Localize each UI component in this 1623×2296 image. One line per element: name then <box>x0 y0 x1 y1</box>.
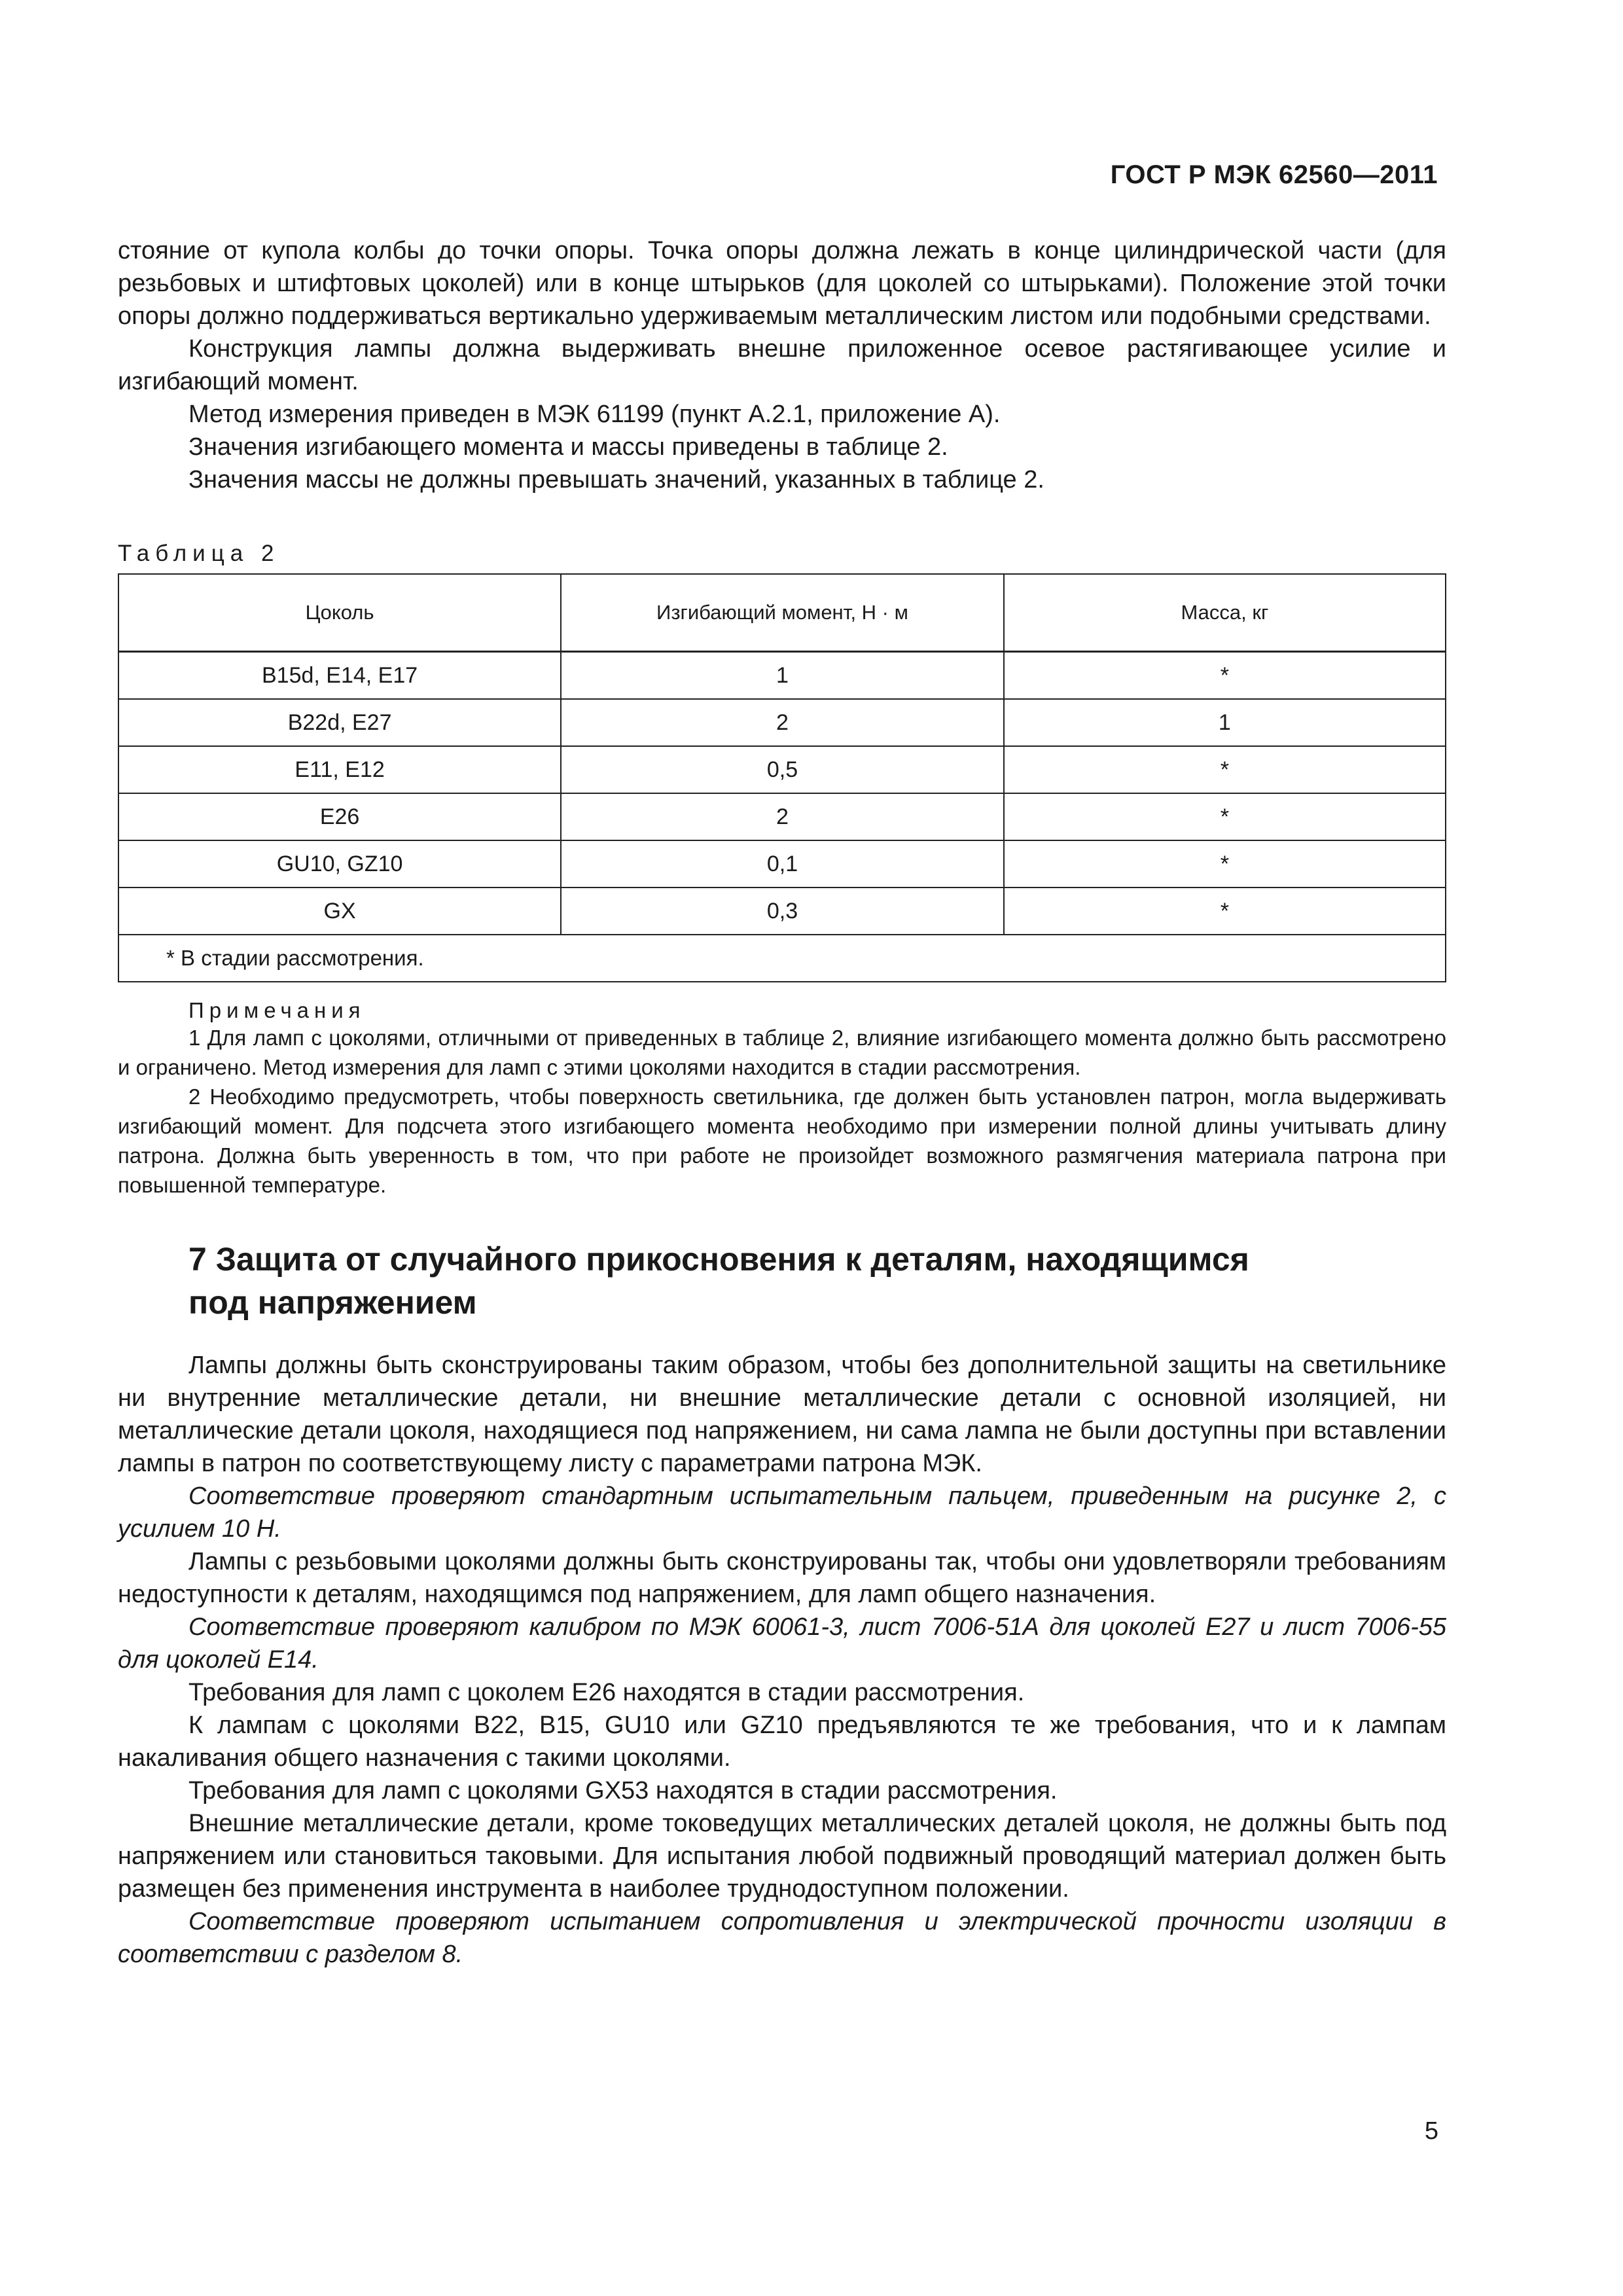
table-cell: 0,1 <box>561 840 1004 888</box>
table-row <box>118 699 1446 746</box>
table-footnote: * В стадии рассмотрения. <box>118 935 1446 982</box>
table-cell: GX <box>118 888 561 935</box>
table-cell: E26 <box>118 793 561 840</box>
table-header-row <box>118 574 1446 652</box>
section-heading <box>118 1238 1446 1324</box>
table-row <box>118 793 1446 840</box>
page-content <box>118 234 1446 1971</box>
section-paragraph: Лампы должны быть сконструированы таким образом, чтобы без дополнительной защиты на светильнике ни внутренние металлические детали, ни внешние металлические детали с основной изоляцией, ни металлические детали цоколя, находящиеся под напряжением, ни сама лампа не были доступны при вставлении лампы в патрон по соответствующему листу с параметрами патрона МЭК. <box>118 1352 1446 1477</box>
table-cell: 2 <box>561 699 1004 746</box>
table-row <box>118 746 1446 793</box>
table-cell: 1 <box>561 652 1004 700</box>
compliance-paragraph: Соответствие проверяют калибром по МЭК 60061-3, лист 7006-51А для цоколей Е27 и лист 7006-55 для цоколей Е14. <box>118 1613 1446 1674</box>
table-cell: * <box>1004 746 1446 793</box>
table-cell: * <box>1004 652 1446 700</box>
intro-paragraph: Конструкция лампы должна выдерживать внешне приложенное осевое растягивающее усилие и изгибающий момент. <box>118 335 1446 395</box>
table-cell: * <box>1004 793 1446 840</box>
table-footnote-row <box>118 935 1446 982</box>
intro-paragraph: стояние от купола колбы до точки опоры. Точка опоры должна лежать в конце цилиндрической части (для резьбовых и штифтовых цоколей) или в конце штырьков (для цоколей со штырьками). Положение этой точки опоры должно поддерживаться вертикально удерживаемым металлическим листом или подобными средствами. <box>118 237 1446 330</box>
page-number: 5 <box>1424 2117 1438 2145</box>
section-paragraph: Внешние металлические детали, кроме токоведущих металлических деталей цоколя, не должны быть под напряжением или становиться таковыми. Для испытания любой подвижный проводящий материал должен быть размещен без применения инструмента в наиболее труднодоступном положении. <box>118 1810 1446 1903</box>
table-cell: B22d, E27 <box>118 699 561 746</box>
section-paragraph: Требования для ламп с цоколем Е26 находятся в стадии рассмотрения. <box>188 1679 1025 1706</box>
table-cell: * <box>1004 840 1446 888</box>
section-paragraph: Лампы с резьбовыми цоколями должны быть сконструированы так, чтобы они удовлетворяли требованиям недоступности к деталям, находящимся под напряжением, для ламп общего назначения. <box>118 1548 1446 1608</box>
intro-paragraph: Метод измерения приведен в МЭК 61199 (пункт А.2.1, приложение А). <box>188 401 1001 428</box>
section-heading-line: 7 Защита от случайного прикосновения к деталям, находящимся <box>188 1241 1249 1278</box>
compliance-paragraph: Соответствие проверяют испытанием сопротивления и электрической прочности изоляции в соответствии с разделом 8. <box>118 1908 1446 1968</box>
table-cell: 0,3 <box>561 888 1004 935</box>
table-header-cell: Цоколь <box>118 574 561 652</box>
table-cell: 1 <box>1004 699 1446 746</box>
data-table <box>118 573 1446 982</box>
table-cell: 2 <box>561 793 1004 840</box>
table-cell: E11, E12 <box>118 746 561 793</box>
table-header-cell: Масса, кг <box>1004 574 1446 652</box>
section-paragraph: Требования для ламп с цоколями GX53 находятся в стадии рассмотрения. <box>188 1777 1058 1804</box>
note-item: 2 Необходимо предусмотреть, чтобы поверхность светильника, где должен быть установлен патрон, могла выдерживать изгибающий момент. Для подсчета этого изгибающего момента необходимо при измерении полной длины учитывать длину патрона. Должна быть уверенность в том, что при работе не произойдет возможного размягчения материала патрона при повышенной температуре. <box>118 1085 1446 1197</box>
table-header-cell: Изгибающий момент, Н · м <box>561 574 1004 652</box>
section-heading-line: под напряжением <box>188 1284 477 1321</box>
table-row <box>118 840 1446 888</box>
note-item: 1 Для ламп с цоколями, отличными от приведенных в таблице 2, влияние изгибающего момента должно быть рассмотрено и ограничено. Метод измерения для ламп с этими цоколями находится в стадии рассмотрения. <box>118 1026 1446 1079</box>
table-row <box>118 652 1446 700</box>
intro-paragraph: Значения массы не должны превышать значений, указанных в таблице 2. <box>188 466 1044 493</box>
table-cell: B15d, E14, E17 <box>118 652 561 700</box>
table-row <box>118 888 1446 935</box>
table-cell: 0,5 <box>561 746 1004 793</box>
intro-paragraph: Значения изгибающего момента и массы приведены в таблице 2. <box>188 433 948 461</box>
compliance-paragraph: Соответствие проверяют стандартным испытательным пальцем, приведенным на рисунке 2, с усилием 10 Н. <box>118 1482 1446 1543</box>
notes-title: Примечания <box>188 998 366 1022</box>
section-paragraph: К лампам с цоколями В22, В15, GU10 или GZ10 предъявляются те же требования, что и к лампам накаливания общего назначения с такими цоколями. <box>118 1712 1446 1772</box>
table-caption: Таблица 2 <box>118 541 280 566</box>
table-cell: GU10, GZ10 <box>118 840 561 888</box>
document-header: ГОСТ Р МЭК 62560—2011 <box>1110 160 1438 189</box>
table-cell: * <box>1004 888 1446 935</box>
